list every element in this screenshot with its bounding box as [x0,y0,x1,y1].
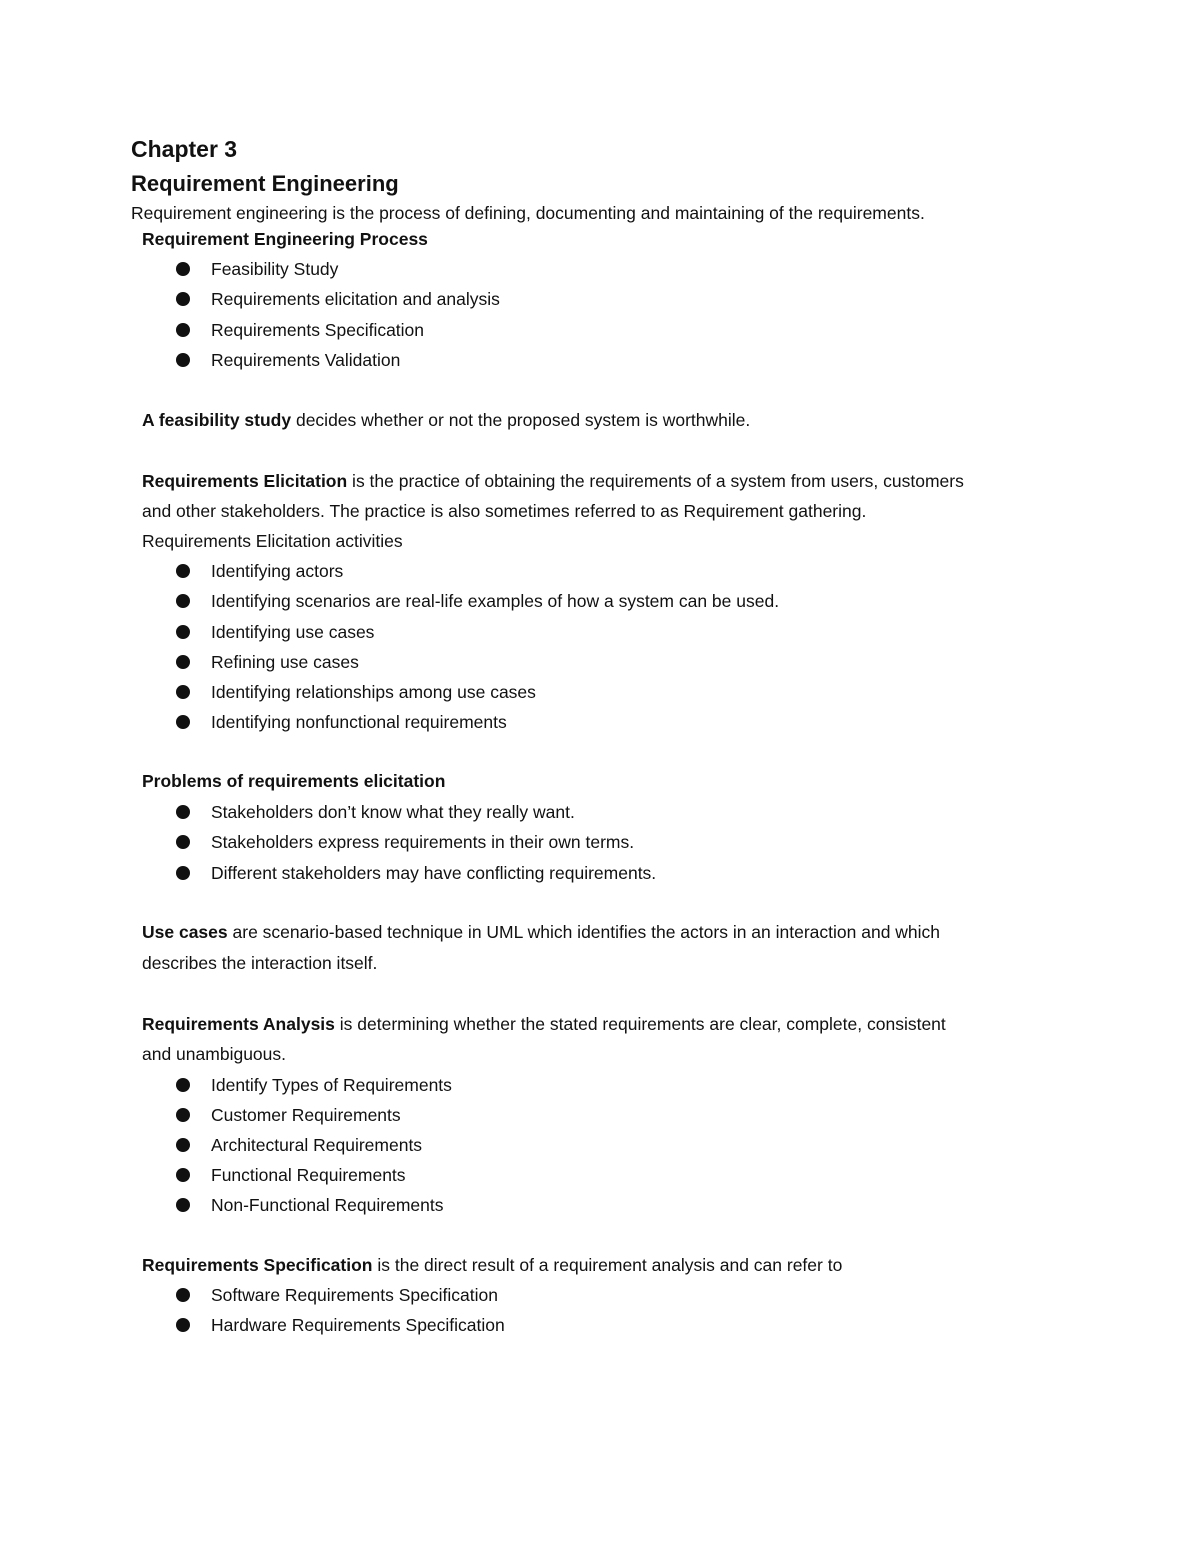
list-item: Customer Requirements [211,1104,401,1126]
list-item: Identifying use cases [211,621,374,643]
elicitation-paragraph-line-1: Requirements Elicitation is the practice of obtaining the requirements of a system from users, customers [142,471,964,491]
list-item: Requirements elicitation and analysis [211,288,500,310]
bullet-icon [176,1108,190,1122]
analysis-paragraph-line-2: and unambiguous. [142,1044,286,1064]
bullet-icon [176,1168,190,1182]
list-item: Requirements Specification [211,319,424,341]
list-item: Architectural Requirements [211,1134,422,1156]
bullet-icon [176,292,190,306]
bullet-icon [176,594,190,608]
bullet-icon [176,685,190,699]
list-item: Non-Functional Requirements [211,1194,443,1216]
list-item: Functional Requirements [211,1164,406,1186]
list-item: Feasibility Study [211,258,338,280]
bullet-icon [176,353,190,367]
analysis-paragraph-line-1: Requirements Analysis is determining whether the stated requirements are clear, complete, consistent [142,1014,946,1034]
elicitation-activities-heading: Requirements Elicitation activities [142,531,403,551]
specification-paragraph: Requirements Specification is the direct result of a requirement analysis and can refer to [142,1255,843,1275]
list-item: Identifying relationships among use cases [211,681,536,703]
problems-heading: Problems of requirements elicitation [142,771,446,791]
bullet-icon [176,805,190,819]
bullet-icon [176,1318,190,1332]
elicitation-paragraph-line-2: and other stakeholders. The practice is also sometimes referred to as Requirement gathering. [142,501,867,521]
process-heading: Requirement Engineering Process [142,229,428,249]
use-cases-paragraph-line-1: Use cases are scenario-based technique in UML which identifies the actors in an interaction and which [142,922,941,942]
page-title: Requirement Engineering [131,171,399,196]
list-item: Stakeholders express requirements in their own terms. [211,831,634,853]
list-item: Stakeholders don’t know what they really want. [211,801,575,823]
list-item: Different stakeholders may have conflicting requirements. [211,862,656,884]
bullet-icon [176,262,190,276]
bullet-icon [176,655,190,669]
list-item: Refining use cases [211,651,359,673]
use-cases-paragraph-line-2: describes the interaction itself. [142,953,378,973]
list-item: Identifying scenarios are real-life examples of how a system can be used. [211,590,779,612]
bullet-icon [176,1288,190,1302]
bullet-icon [176,625,190,639]
list-item: Identifying nonfunctional requirements [211,711,507,733]
list-item: Identify Types of Requirements [211,1074,452,1096]
list-item: Hardware Requirements Specification [211,1314,505,1336]
list-item: Software Requirements Specification [211,1284,498,1306]
bullet-icon [176,715,190,729]
bullet-icon [176,1198,190,1212]
bullet-icon [176,866,190,880]
intro-paragraph: Requirement engineering is the process of defining, documenting and maintaining of the requirements. [131,203,925,223]
list-item: Identifying actors [211,560,343,582]
bullet-icon [176,1078,190,1092]
bullet-icon [176,835,190,849]
bullet-icon [176,1138,190,1152]
feasibility-paragraph: A feasibility study decides whether or not the proposed system is worthwhile. [142,410,751,430]
bullet-icon [176,564,190,578]
list-item: Requirements Validation [211,349,400,371]
chapter-heading: Chapter 3 [131,136,238,162]
bullet-icon [176,323,190,337]
